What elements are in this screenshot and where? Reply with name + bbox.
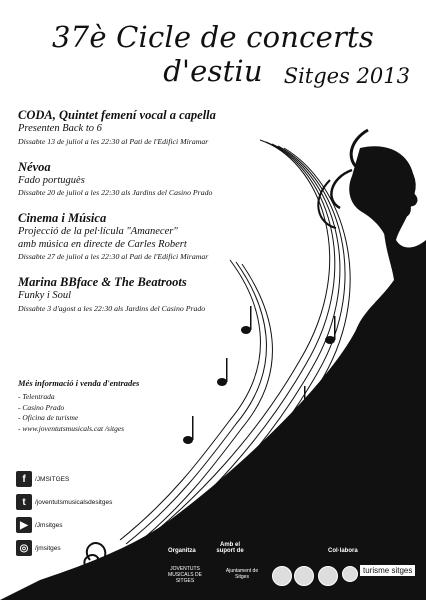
event-title: Névoa xyxy=(18,159,51,174)
sponsor-badge xyxy=(272,566,292,586)
event-title: Cinema i Música xyxy=(18,211,107,225)
ajuntament-logo: Ajuntament de Sitges xyxy=(225,568,259,580)
youtube-icon: ▶ xyxy=(16,517,32,533)
social-links xyxy=(16,468,112,560)
info-item: - Telentrada xyxy=(18,392,55,401)
joventuts-musicals-logo: JOVENTUTS MUSICALS DE SITGES xyxy=(168,566,202,584)
event-date: Dissabte 3 d'agost a les 22:30 als Jardins del Casino Prado xyxy=(18,303,206,313)
event-marina-bbface xyxy=(18,275,268,314)
event-description: Fado portuguès xyxy=(18,174,85,186)
event-cinema-musica xyxy=(18,211,268,262)
collabora-heading: Col·labora xyxy=(328,548,358,554)
sponsor-badge xyxy=(294,566,314,586)
social-twitter[interactable] xyxy=(16,491,112,513)
sponsor-badge xyxy=(342,566,358,582)
suport-heading: Amb el suport de xyxy=(216,542,244,554)
instagram-icon: ◎ xyxy=(16,540,32,556)
tickets-info xyxy=(18,378,218,434)
turisme-sitges-logo: turisme sitges xyxy=(360,565,415,576)
event-description: Projecció de la pel·lícula "Amanecer" xyxy=(18,226,178,237)
info-item: - Casino Prado xyxy=(18,402,65,412)
social-label: /Jmsitges xyxy=(35,521,63,529)
tickets-info-title: Més informació i venda d'entrades xyxy=(18,378,140,388)
twitter-icon: t xyxy=(16,494,32,510)
event-description: amb música en directe de Carles Robert xyxy=(18,238,187,250)
facebook-icon: f xyxy=(16,471,32,487)
event-description: Presenten Back to 6 xyxy=(18,123,102,134)
organitza-heading: Organitza xyxy=(168,548,196,554)
social-label: /joventutsmusicalsdesitges xyxy=(35,498,113,506)
event-title: Marina BBface & The Beatroots xyxy=(18,275,187,289)
events-list xyxy=(18,108,268,327)
poster-subtitle: Sitges 2013 xyxy=(283,64,410,88)
sponsor-badge xyxy=(318,566,338,586)
info-item: - Oficina de turisme xyxy=(18,413,79,422)
social-label: /JMSITGES xyxy=(35,475,70,483)
social-instagram[interactable] xyxy=(16,537,112,559)
event-nevoa xyxy=(18,160,268,199)
social-youtube[interactable] xyxy=(16,514,112,536)
social-facebook[interactable] xyxy=(16,468,112,490)
event-coda xyxy=(18,108,268,147)
social-label: /jmsitges xyxy=(35,544,61,552)
event-description: Funky i Soul xyxy=(18,290,72,301)
event-title: CODA, Quintet femení vocal a capella xyxy=(18,108,216,122)
info-link[interactable]: - www.joventutsmusicals.cat /sitges xyxy=(18,423,125,433)
event-date: Dissabte 13 de juliol a les 22:30 al Pati de l'Edifici Miramar xyxy=(18,136,209,146)
poster-title: 37è Cicle de concerts d'estiu xyxy=(52,20,374,88)
event-date: Dissabte 20 de juliol a les 22:30 als Jardins del Casino Prado xyxy=(18,188,213,197)
event-date: Dissabte 27 de juliol a les 22:30 al Pati de l'Edifici Miramar xyxy=(18,252,209,261)
